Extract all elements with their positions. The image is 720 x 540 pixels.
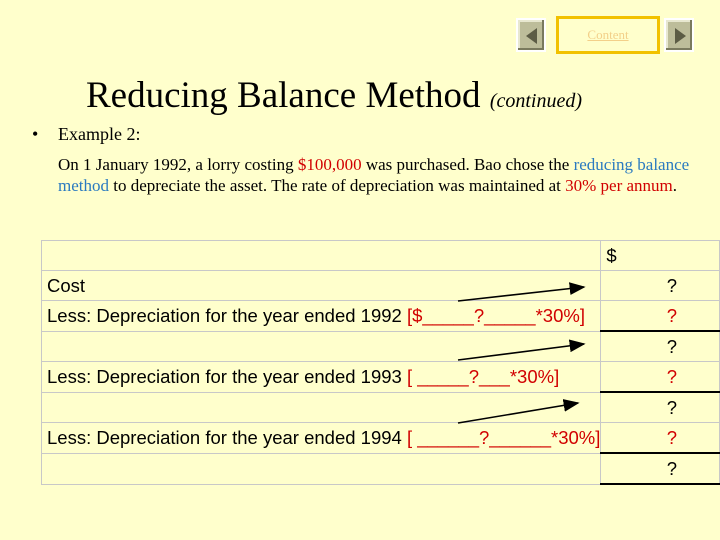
table-row [42, 301, 720, 332]
formula-blank: _____?_____ [422, 304, 536, 326]
method-name: reducing balance method [58, 155, 690, 195]
formula-close: *30%] [551, 426, 601, 448]
next-arrow-icon [675, 28, 686, 44]
slide-title [86, 74, 582, 117]
table-row [42, 392, 720, 423]
row-amount: ? [601, 331, 720, 362]
formula-open: [ [406, 426, 418, 448]
label-text: Less: Depreciation for the year ended 1994 [47, 426, 407, 448]
formula-blank: _____?___ [417, 365, 510, 387]
row-amount: ? [601, 301, 720, 332]
prev-arrow-icon [526, 28, 537, 44]
table-cell [42, 241, 601, 271]
row-label [42, 392, 601, 423]
formula [407, 427, 600, 448]
table-row [42, 362, 720, 393]
currency-header: $ [601, 241, 720, 271]
row-label [42, 362, 601, 393]
lorry-cost: $100,000 [297, 155, 362, 174]
para-text-1: On 1 January 1992, a lorry costing [58, 155, 298, 174]
formula-blank: ______?______ [417, 426, 552, 448]
title-sub: (continued) [489, 90, 582, 112]
row-label: Cost [42, 271, 601, 301]
depreciation-rate: 30% per annum [565, 175, 673, 195]
para-text-2: was purchased. Bao chose the [361, 155, 574, 174]
row-label [42, 453, 601, 484]
row-label [42, 331, 601, 362]
previous-slide-button[interactable] [516, 18, 546, 52]
title-main: Reducing Balance Method [86, 75, 481, 116]
formula [407, 366, 559, 387]
label-text: Less: Depreciation for the year ended 1993 [47, 365, 407, 387]
row-amount: ? [601, 453, 720, 484]
content-link-button[interactable]: Content [556, 16, 660, 54]
row-label [42, 423, 601, 454]
example-paragraph [58, 155, 698, 196]
label-text: Less: Depreciation for the year ended 1992 [47, 304, 407, 326]
table-row [42, 271, 720, 301]
para-text-3: to depreciate the asset. The rate of depreciation was maintained at [109, 175, 566, 195]
row-amount: ? [601, 392, 720, 423]
formula-close: *30%] [535, 304, 585, 326]
formula [407, 305, 585, 326]
formula-open: [ [406, 365, 418, 387]
table-header-row [42, 241, 720, 271]
next-slide-button[interactable] [664, 18, 694, 52]
formula-open: [$ [406, 304, 423, 326]
depreciation-table [41, 240, 720, 485]
row-amount: ? [601, 271, 720, 301]
table-row [42, 423, 720, 454]
bullet: • [32, 124, 39, 144]
table-row [42, 453, 720, 484]
formula-close: *30%] [509, 365, 560, 387]
table-row [42, 331, 720, 362]
row-amount: ? [601, 362, 720, 393]
example-label: Example 2: [58, 124, 141, 144]
para-text-4: . [672, 175, 678, 195]
row-label [42, 301, 601, 332]
row-amount: ? [601, 423, 720, 454]
